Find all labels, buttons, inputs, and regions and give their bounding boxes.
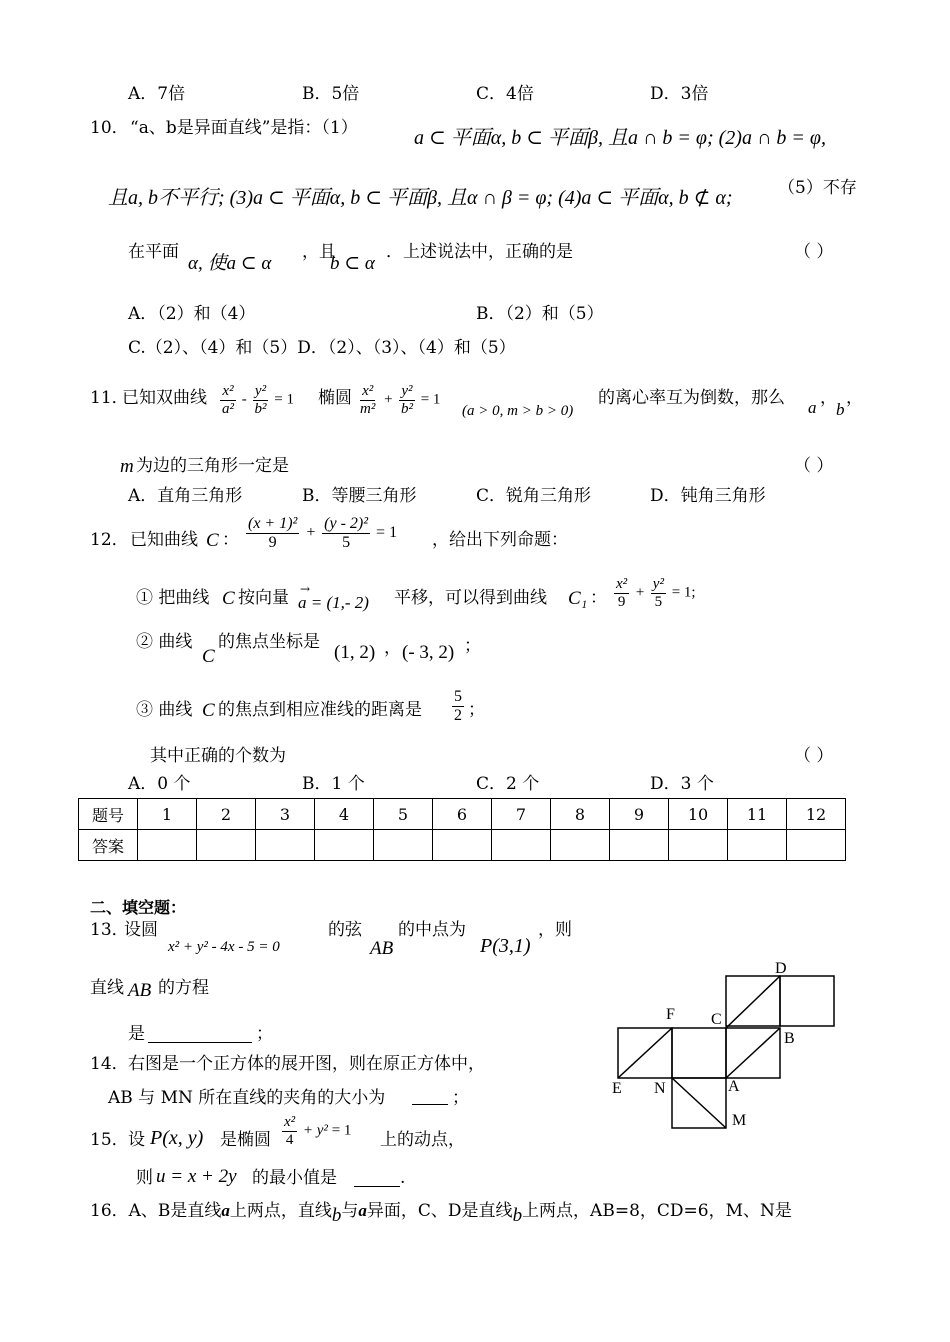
q10-tail: （5）不存 [778, 178, 857, 198]
q12-item2-b: 的焦点坐标是 [218, 632, 320, 652]
q12-colon: ： [222, 530, 239, 550]
q13-line2b: 的方程 [158, 978, 209, 998]
table-header-answer: 答案 [79, 830, 138, 861]
label-F: F [666, 1006, 675, 1023]
q11-comma: ， [820, 388, 837, 408]
table-header-question-number: 题号 [79, 799, 138, 830]
label-M: M [732, 1112, 747, 1129]
answer-cell[interactable] [197, 830, 256, 861]
q15-ellipse: $\frac{\text{x²}}{4}$ + y² = 1 [284, 1114, 352, 1148]
q12-option-a: A．0 个 [128, 774, 191, 794]
net-square [780, 976, 834, 1026]
q13-mid: 的中点为 [398, 920, 466, 940]
q10-line3b: ，且 [302, 242, 336, 262]
table-row-numbers [79, 799, 846, 830]
q11-number: 11． [90, 388, 129, 408]
diagonal-NM [672, 1078, 726, 1128]
q12-curve-equation: $\frac{\text{(x + 1)²}}{9}$ + $\frac{\text{(y - 2)²}}{5}$ = 1 [248, 515, 398, 551]
q11-option-b: B．等腰三角形 [302, 486, 417, 506]
q16-number [90, 1200, 792, 1226]
q12-item3-a: ③ 曲线 [136, 700, 193, 720]
q13-circle: x² + y² - 4x - 5 = 0 [168, 939, 280, 955]
q16-b: b [331, 1205, 342, 1226]
q12-C: C [206, 530, 219, 551]
q15-number: 15． [90, 1130, 129, 1150]
q15-stem: 设 [128, 1130, 145, 1150]
q14-number: 14． [90, 1054, 129, 1074]
q16-text5: 上两点，AB=8，CD=6，M、N是 [522, 1201, 792, 1221]
q10-math-line2: 且a, b不平行; (3)a ⊂ 平面α, b ⊂ 平面β, 且α ∩ β = φ; (4)a ⊂ 平面α, b ⊄ α; [108, 187, 733, 209]
cube-net-figure [600, 955, 850, 1135]
q12-item1-a: ① 把曲线 [136, 588, 210, 608]
q15-line2-end: . [400, 1168, 406, 1188]
q12-item2-C: C [202, 646, 215, 667]
q11-option-c: C．锐角三角形 [476, 486, 592, 506]
q9-option-a: A．7倍 [128, 84, 186, 104]
q12-item1-b: 按向量 [238, 588, 289, 608]
q12-option-b: B．1 个 [302, 774, 365, 794]
q13-answer-blank[interactable] [148, 1026, 252, 1043]
q12-stem: 已知曲线 [130, 530, 198, 550]
q10-answer-paren: （ ） [794, 242, 834, 262]
q13-point: P(3,1) [480, 935, 531, 957]
q14-answer-blank[interactable] [412, 1088, 448, 1105]
q10-line3a: 在平面 [128, 242, 179, 262]
label-B: B [784, 1030, 795, 1047]
table-cell: 4 [315, 799, 374, 830]
q12-item1-d: ： [590, 588, 607, 608]
q12-item1-c: 平移，可以得到曲线 [394, 588, 547, 608]
q9-option-c: C．4倍 [476, 84, 534, 104]
table-cell: 6 [433, 799, 492, 830]
q12-item1-curve: $\frac{\text{x²}}{9}$ + $\frac{\text{y²}}{5}$ = 1; [616, 576, 696, 610]
q9-option-b: B．5倍 [302, 84, 360, 104]
diagonal-AB [726, 1028, 780, 1078]
answer-cell[interactable] [492, 830, 551, 861]
q10-math-line1: a ⊂ 平面α, b ⊂ 平面β, 且a ∩ b = φ; (2)a ∩ b = φ, [414, 127, 826, 149]
q11-option-a: A．直角三角形 [128, 486, 243, 506]
answer-cell[interactable] [138, 830, 197, 861]
q10-option-cd: C.（2）、（4）和（5）D．（2）、（3）、（4）和（5） [128, 338, 516, 358]
q10-line3-math: α, 使a ⊂ α [188, 253, 272, 274]
q12-question: 其中正确的个数为 [150, 746, 286, 766]
q13-chord: 的弦 [328, 920, 362, 940]
q11-stem2: 的离心率互为倒数，那么 [598, 388, 785, 408]
answer-cell[interactable] [433, 830, 492, 861]
q14-stem: 右图是一个正方体的展开图，则在原正方体中， [128, 1054, 485, 1074]
answer-cell[interactable] [610, 830, 669, 861]
answer-cell[interactable] [315, 830, 374, 861]
table-row-answers [79, 830, 846, 861]
table-cell: 9 [610, 799, 669, 830]
q16-text2: 上两点，直线 [229, 1201, 332, 1221]
diagonal-EF [618, 1028, 672, 1078]
q10-number: 10． [90, 118, 129, 138]
answer-cell[interactable] [787, 830, 846, 861]
q13-then: ，则 [538, 920, 572, 940]
q11-comma2: ， [846, 388, 863, 408]
q15-u: u = x + 2y [156, 1166, 237, 1187]
q15-point: P(x, y) [150, 1127, 204, 1149]
q16-text3: 与 [341, 1201, 359, 1221]
label-A: A [728, 1078, 740, 1095]
q13-line2-AB: AB [128, 980, 152, 1001]
answer-cell[interactable] [728, 830, 787, 861]
q11-b: b [836, 400, 845, 419]
q16-a: a [221, 1201, 230, 1220]
q16-text1: A、B是直线 [128, 1201, 222, 1221]
q12-item2-end: ； [464, 636, 481, 656]
table-cell: 2 [197, 799, 256, 830]
q15-answer-blank[interactable] [354, 1170, 400, 1187]
q12-option-c: C．2 个 [476, 774, 540, 794]
q15-is: 是椭圆 [220, 1130, 271, 1150]
q16-a2: a [358, 1201, 367, 1220]
q13-stem: 设圆 [124, 920, 158, 940]
q12-answer-paren: （ ） [794, 746, 834, 766]
q15-on: 上的动点， [380, 1130, 465, 1150]
net-square [672, 1028, 726, 1078]
q11-stem: 已知双曲线 [122, 388, 207, 408]
q16-num: 16． [90, 1201, 129, 1221]
q12-item2-comma: ， [384, 638, 401, 658]
table-cell: 7 [492, 799, 551, 830]
q12-item3-C: C [202, 700, 215, 721]
q11-condition: (a > 0, m > b > 0) [462, 403, 574, 419]
label-C: C [711, 1011, 722, 1028]
answer-cell[interactable] [256, 830, 315, 861]
q12-item1-C: C [222, 588, 235, 609]
q11-line2: 为边的三角形一定是 [136, 456, 289, 476]
q15-line2a: 则 [136, 1168, 153, 1188]
q10-stem: “a、b是异面直线”是指：（1） [130, 118, 358, 138]
q11-a: a [808, 398, 817, 417]
q12-item1-vector: a = (1,- 2) [298, 593, 369, 612]
label-E: E [612, 1080, 622, 1097]
q14-line2: AB 与 MN 所在直线的夹角的大小为 [108, 1088, 386, 1108]
q12-item3-fraction: $\frac{5}{2}$ [454, 688, 462, 724]
q12-option-d: D．3 个 [650, 774, 714, 794]
answer-cell[interactable] [551, 830, 610, 861]
q10-line3c: ．上述说法中，正确的是 [386, 242, 573, 262]
q12-item2-point2: (- 3, 2) [402, 642, 455, 663]
answer-cell[interactable] [374, 830, 433, 861]
q12-item2-point1: (1, 2) [334, 642, 376, 663]
q12-item3-end: ； [468, 700, 485, 720]
table-cell: 1 [138, 799, 197, 830]
table-cell: 10 [669, 799, 728, 830]
q12-item1-C1: C₁ [568, 588, 588, 609]
q11-answer-paren: （ ） [794, 456, 834, 476]
q13-number: 13． [90, 920, 129, 940]
q12-item2-a: ② 曲线 [136, 632, 193, 652]
q16-b2: b [512, 1205, 523, 1226]
q12-item3-b: 的焦点到相应准线的距离是 [218, 700, 422, 720]
section-heading: 二、填空题： [90, 898, 187, 917]
q11-m: m [120, 456, 134, 477]
q13-line2a: 直线 [90, 978, 124, 998]
q15-line2b: 的最小值是 [252, 1168, 337, 1188]
q11-hyperbola: $\frac{\text{x²}}{\text{a²}}$ - $\frac{\text{y²}}{\text{b²}}$ = 1 [222, 383, 294, 417]
q10-line3-math2: b ⊂ α [330, 253, 375, 274]
vector-arrow-icon: → [300, 582, 311, 596]
q13-AB: AB [370, 938, 394, 959]
q10-option-a: A．（2）和（4） [128, 304, 256, 324]
q13-line3b: ； [256, 1024, 273, 1044]
q12-number: 12． [90, 530, 129, 550]
answer-cell[interactable] [669, 830, 728, 861]
table-cell: 5 [374, 799, 433, 830]
q12-tail: ，给出下列命题： [432, 530, 568, 550]
diagonal-CD [726, 976, 780, 1028]
table-cell: 12 [787, 799, 846, 830]
label-D: D [775, 960, 787, 977]
q16-text4: 异面，C、D是直线 [366, 1201, 513, 1221]
q9-option-d: D．3倍 [650, 84, 709, 104]
table-cell: 3 [256, 799, 315, 830]
q11-ellipse: $\frac{\text{x²}}{\text{m²}}$ + $\frac{\text{y²}}{\text{b²}}$ = 1 [360, 383, 441, 417]
q10-option-b: B．（2）和（5） [476, 304, 604, 324]
q11-option-d: D．钝角三角形 [650, 486, 766, 506]
label-N: N [654, 1080, 666, 1097]
table-cell: 11 [728, 799, 787, 830]
q11-mid: 椭圆 [318, 388, 352, 408]
q14-line2-end: ； [452, 1088, 469, 1108]
table-cell: 8 [551, 799, 610, 830]
answer-table [78, 798, 846, 861]
q13-line3a: 是 [128, 1024, 145, 1044]
